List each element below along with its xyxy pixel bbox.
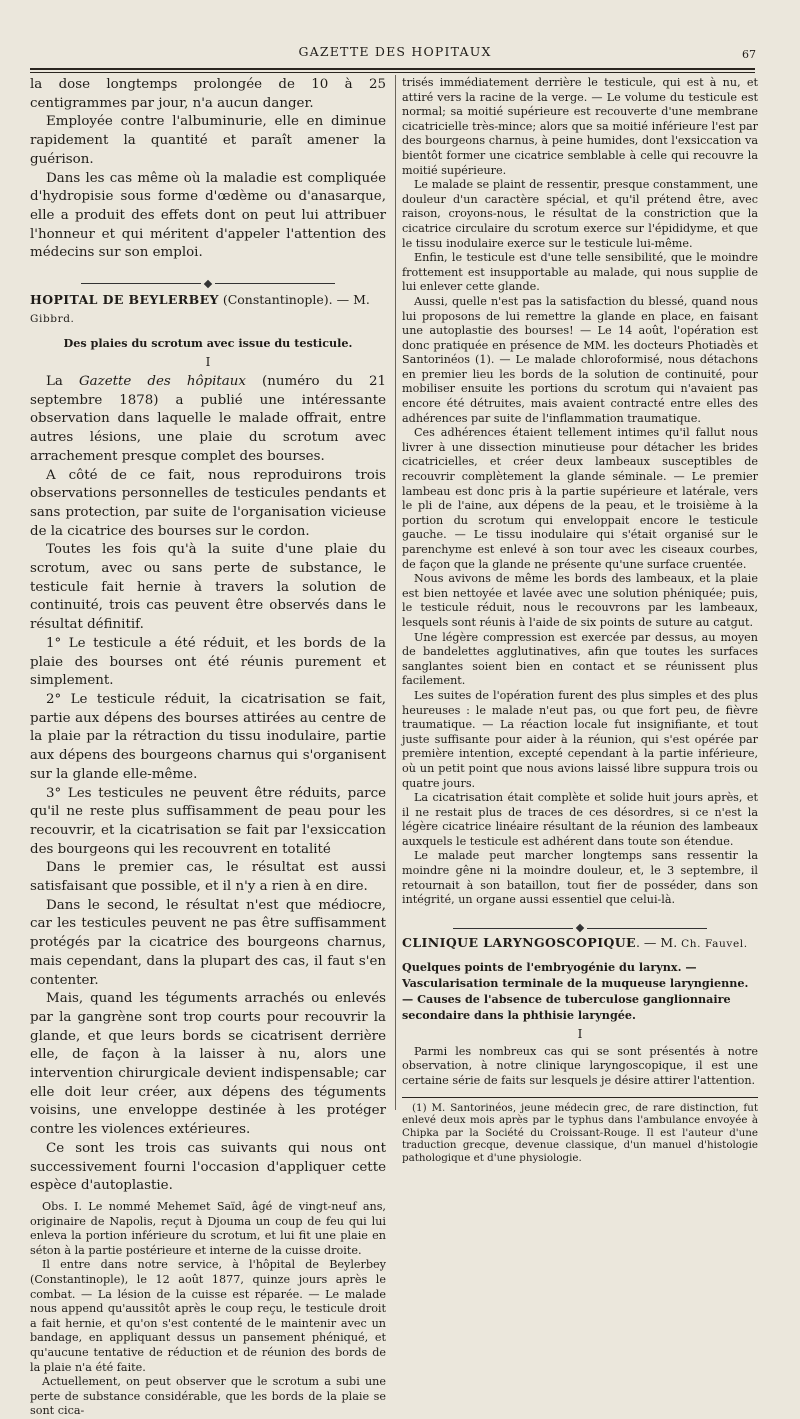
article-body — [30, 373, 386, 1196]
section-ornament — [30, 273, 386, 283]
header-rule — [30, 68, 755, 70]
intro-paragraphs — [30, 76, 386, 263]
intro-paragraph: la dose longtemps prolongée de 10 à 25 centigrammes par jour, n'a aucun danger. — [30, 77, 386, 111]
part-number: I — [577, 1026, 583, 1041]
header-rule-thin — [30, 72, 755, 73]
text-fragment: La — [46, 374, 79, 390]
observation-paragraph: Les suites de l'opération furent des plus simples et des plus heureuses : le malade n'eut pas, ou que fort peu, de fièvre traumatique. — La réaction locale fut insignifiante, et tout juste suffisante pour aider à la réunion, qui s'est opérée par première intention, excepté cependant à la partie inférieure, où un petit point que nous avions laissé libre suppura trois ou quatre jours. — [402, 688, 758, 790]
article-paragraph: Dans le second, le résultat n'est que médiocre, car les testicules peuvent ne pas être suffisamment protégés par la cicatrice des bourgeons charnus, mais cependant, dans la plupart des cas, il faut s'en contenter. — [30, 897, 386, 988]
right-column — [402, 76, 758, 1165]
footnote-rule — [402, 1097, 758, 1098]
observation-paragraph: Enfin, le testicule est d'une telle sensibilité, que le moindre frottement est insupportable au malade, qui nous supplie de lui enlever cette glande. — [402, 251, 758, 294]
intro-paragraph: Employée contre l'albuminurie, elle en diminue rapidement la quantité et paraît amener la guérison. — [30, 114, 386, 167]
observation-paragraph: Ces adhérences étaient tellement intimes qu'il fallut nous livrer à une dissection minutieuse pour détacher les brides cicatricielles, et créer deux lambeaux susceptibles de recouvrir complètement la glande séminale. — Le premier lambeau est donc pris à la partie supérieure et latérale, vers le pli de l'aine, aux dépens de la peau, et le troisième à la portion du scrotum qui enveloppait encore le testicule gauche. — Le tissu inodulaire qui s'était organisé sur le parenchyme est enlevé à son tour avec les ciseaux courbes, de façon que la glande ne présente qu'une surface cruentée. — [402, 426, 758, 571]
section-place: (Constantinople). — M. — [218, 292, 370, 308]
article-paragraph: Ce sont les trois cas suivants qui nous ont successivement fourni l'occasion d'appliquer cette espèce d'autoplastie. — [30, 1140, 386, 1194]
left-column — [30, 76, 386, 1419]
observation-paragraph: Aussi, quelle n'est pas la satisfaction du blessé, quand nous lui proposons de lui remettre la glande en place, en faisant une autoplastie des bourses! — Le 14 août, l'opération est donc pratiquée en présence de MM. les docteurs Photiadès et Santorinéos (1). — Le malade chloroformisé, nous détachons en premier lieu les bords de la solution de continuité, pour mobiliser ensuite les portions du scrotum qui n'avaient pas encore été détruites, mais avaient contracté entre elles des adhérences par suite de l'inflammation traumatique. — [402, 294, 758, 425]
article-paragraph: Toutes les fois qu'à la suite d'une plaie du scrotum, avec ou sans perte de substance, le testicule fait hernie à travers la solution de continuité, trois cas peuvent être observés dans le résultat définitif. — [30, 542, 386, 633]
section-heading — [30, 291, 386, 328]
section-name: CLINIQUE LARYNGOSCOPIQUE — [402, 934, 636, 950]
footnote — [402, 1102, 758, 1165]
article-subtitle: Quelques points de l'embryogénie du larynx. — Vascularisation terminale de la muqueuse laryngienne. — Causes de l'absence de tuberculose ganglionnaire secondaire dans la phthisie laryngée. — [402, 959, 749, 1022]
observation-paragraph: Le malade peut marcher longtemps sans ressentir la moindre gêne ni la moindre douleur, et, le 3 septembre, il retournait à son bataillon, tout fier de posséder, dans son intégrité, un organe aussi essentiel que celui-là. — [402, 849, 758, 907]
section-author: Ch. Fauvel. — [681, 937, 748, 950]
article-paragraph: Mais, quand les téguments arrachés ou enlevés par la gangrène sont trop courts pour recouvrir la glande, et que leurs bords se cicatrisent derrière elle, de façon à la laisser à nu, alors une intervention chirurgicale devient indispensable; car elle doit leur créer, aux dépens des téguments voisins, une enveloppe destinée à les protéger contre les violences extérieures. — [30, 991, 386, 1138]
page-header — [30, 38, 760, 62]
section-place: . — M. — [635, 934, 682, 950]
observation-paragraph: Obs. I. Le nommé Mehemet Saïd, âgé de vingt-neuf ans, originaire de Napolis, reçut à Djouma un coup de feu qui lui enleva la portion inférieure du scrotum, et lui fit une plaie en séton à la partie postérieure et interne de la cuisse droite. — [30, 1199, 386, 1257]
observation-paragraph: La cicatrisation était complète et solide huit jours après, et il ne restait plus de traces de ces désordres, si ce n'est la légère cicatrice linéaire résultant de la réunion des lambeaux auxquels le testicule est adhérent dans toute son étendue. — [402, 791, 758, 848]
article-paragraph: 3° Les testicules ne peuvent être réduits, parce qu'il ne reste plus suffisamment de peau pour les recouvrir, et la cicatrisation se fait par l'exsiccation des bourgeons qui les recouvrent en totalité — [30, 785, 386, 857]
page-number: 67 — [742, 48, 756, 61]
observation-continued — [402, 76, 758, 908]
observation-paragraph: Il entre dans notre service, à l'hôpital de Beylerbey (Constantinople), le 12 août 1877, quinze jours après le combat. — La lésion de la cuisse est réparée. — Le malade nous append qu'aussitôt après le coup reçu, le testicule droit a fait hernie, et qu'on s'est contenté de le maintenir avec un bandage, en appliquant dessus un pansement phéniqué, et qu'aucune tentative de réduction et de réunion des bords de la plaie n'a été faite. — [30, 1258, 386, 1374]
observation-paragraph: trisés immédiatement derrière le testicule, qui est à nu, et attiré vers la racine de la verge. — Le volume du testicule est normal; sa moitié supérieure est recouverte d'une membrane cicatricielle très-mince; alors que sa moitié inférieure l'est par des bourgeons charnus, à peine humides, dont l'exsiccation va bientôt former une cicatrice semblable à celle qui recouvre la moitié supérieure. — [402, 76, 758, 177]
observation-paragraph: Une légère compression est exercée par dessus, au moyen de bandelettes agglutinatives, afin que toutes les surfaces sanglantes soient bien en contact et se réunissent plus facilement. — [402, 630, 758, 688]
article-subtitle: Des plaies du scrotum avec issue du testicule. — [63, 336, 353, 351]
text-fragment: (numéro du 21 septembre 1878) a publié une intéressante observation dans laquelle le malade offrait, entre autres lésions, une plaie du scrotum avec arrachement presque complet des bourses. — [30, 374, 387, 464]
observation-paragraph: Le malade se plaint de ressentir, presque constamment, une douleur d'un caractère spécial, et qu'il prétend être, avec raison, croyons-nous, le résultat de la constriction que la cicatrice circulaire du scrotum exerce sur l'épididyme, et que le tissu inodulaire exerce sur le testicule lui-même. — [402, 178, 758, 250]
article-paragraph: 2° Le testicule réduit, la cicatrisation se fait, partie aux dépens des bourses attirées au centre de la plaie par la rétraction du tissu inodulaire, partie aux dépens des bourgeons charnus qui s'organisent sur la glande elle-même. — [30, 691, 386, 782]
observation-text — [30, 1200, 386, 1419]
footnote-text: (1) M. Santorinéos, jeune médecin grec, de rare distinction, fut enlevé deux mois après par le typhus dans l'ambulance envoyée à Chipka par la Société du Croissant-Rouge. Il est l'auteur d'une traduction grecque, devenue classique, d'un manuel d'histologie pathologique et d'une physiologie. — [402, 1101, 758, 1164]
article-body — [402, 1045, 758, 1089]
observation-paragraph: Nous avivons de même les bords des lambeaux, et la plaie est bien nettoyée et lavée avec une solution phéniquée; puis, le testicule réduit, nous le recouvrons par les lambeaux, lesquels sont réunis à l'aide de six points de suture au catgut. — [402, 572, 758, 629]
section-heading — [402, 934, 758, 953]
intro-paragraph: Dans les cas même où la maladie est compliquée d'hydropisie sous forme d'œdème ou d'anasarque, elle a produit des effets dont on peut lui attribuer l'honneur et qui méritent d'appeler l'attention des médecins sur son emploi. — [30, 170, 386, 261]
journal-citation: Gazette des hôpitaux — [78, 374, 246, 390]
article-paragraph: Parmi les nombreux cas qui se sont présentés à notre observation, à notre clinique laryngoscopique, il est une certaine série de faits sur lesquels je désire attirer l'attention. — [402, 1044, 758, 1088]
article-paragraph: 1° Le testicule a été réduit, et les bords de la plaie des bourses ont été réunis purement et simplement. — [30, 635, 386, 689]
observation-paragraph: Actuellement, on peut observer que le scrotum a subi une perte de substance considérable, que les bords de la plaie se sont cica- — [30, 1375, 386, 1418]
section-ornament — [402, 918, 758, 928]
section-author: Gibbrd. — [30, 313, 75, 326]
section-name: HOPITAL DE BEYLERBEY — [30, 292, 219, 308]
journal-title: GAZETTE DES HOPITAUX — [298, 44, 492, 59]
column-divider — [395, 75, 396, 1110]
article-paragraph — [30, 373, 386, 467]
article-paragraph: Dans le premier cas, le résultat est aussi satisfaisant que possible, et il n'y a rien à en dire. — [30, 860, 386, 895]
part-number: I — [205, 355, 211, 370]
article-paragraph: A côté de ce fait, nous reproduirons trois observations personnelles de testicules pendants et sans protection, par suite de l'organisation vicieuse de la cicatrice des bourses sur le cordon. — [30, 467, 386, 539]
